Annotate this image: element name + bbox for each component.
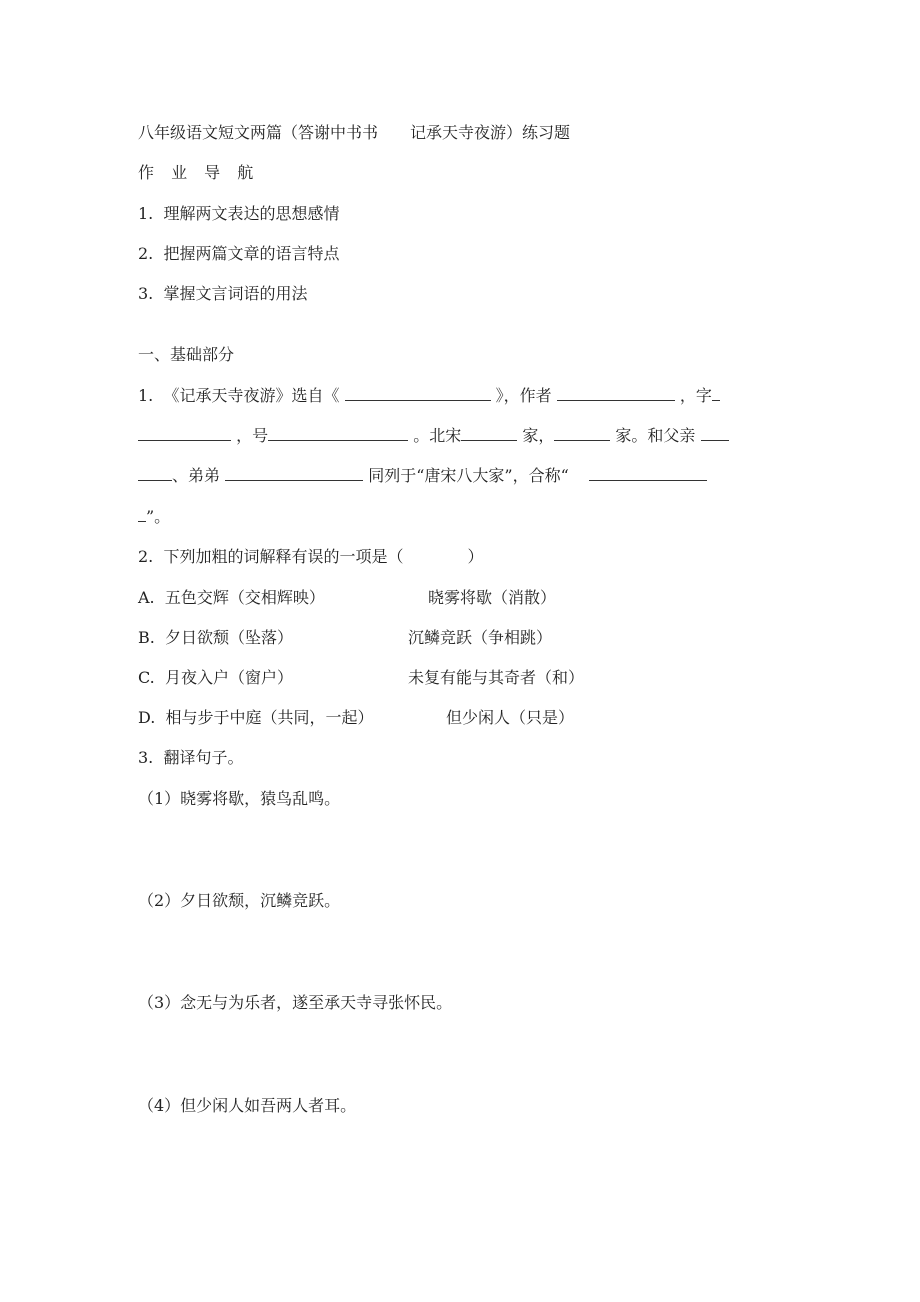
answer-blank[interactable] — [268, 425, 408, 441]
section-heading: 一、基础部分 — [138, 345, 235, 364]
answer-blank[interactable] — [554, 425, 610, 441]
option-row-c — [138, 667, 838, 689]
answer-blank[interactable] — [461, 425, 517, 441]
answer-blank[interactable] — [345, 385, 491, 401]
goal-text: 理解两文表达的思想感情 — [163, 204, 340, 223]
option-label: B. — [138, 628, 155, 647]
answer-blank[interactable] — [138, 425, 231, 441]
goal-item — [138, 203, 339, 225]
option-row-b — [138, 627, 838, 649]
translation-item: （2）夕日欲颓，沉鳞竞跃。 — [138, 891, 341, 910]
option-left: 月夜入户（窗户） — [164, 668, 293, 687]
question-1-line-3: 、弟弟 同列于“唐宋八大家”，合称“ — [138, 465, 707, 487]
option-label: A. — [138, 588, 155, 607]
option-right: 沉鳞竞跃（争相跳） — [408, 628, 553, 647]
option-left: 五色交辉（交相辉映） — [164, 588, 325, 607]
translation-item: （1）晓雾将歇，猿鸟乱鸣。 — [138, 789, 341, 808]
goal-number: 3. — [138, 284, 154, 303]
answer-blank[interactable] — [557, 385, 675, 401]
option-row-d — [138, 707, 838, 729]
option-left: 相与步于中庭（共同，一起） — [165, 708, 374, 727]
answer-blank[interactable] — [138, 465, 172, 481]
goal-number: 2. — [138, 244, 154, 263]
goal-number: 1. — [138, 204, 154, 223]
answer-blank[interactable] — [701, 425, 729, 441]
goal-item — [138, 243, 339, 265]
nav-heading: 作 业 导 航 — [138, 163, 260, 182]
option-right: 晓雾将歇（消散） — [428, 588, 557, 607]
option-right: 未复有能与其奇者（和） — [408, 668, 585, 687]
question-2-stem: 2. 下列加粗的词解释有误的一项是（ ） — [138, 547, 484, 566]
answer-blank[interactable] — [589, 465, 707, 481]
question-1-line-2: ，号 。北宋 家， 家。和父亲 — [138, 425, 729, 447]
answer-blank[interactable] — [138, 506, 146, 522]
option-label: D. — [138, 708, 156, 727]
goal-text: 掌握文言词语的用法 — [163, 284, 308, 303]
translation-item: （4）但少闲人如吾两人者耳。 — [138, 1096, 357, 1115]
goal-item — [138, 283, 307, 305]
option-right: 但少闲人（只是） — [446, 708, 575, 727]
question-1-line-4: ”。 — [138, 506, 170, 528]
answer-blank[interactable] — [712, 385, 720, 401]
answer-blank[interactable] — [225, 465, 363, 481]
question-3-stem: 3. 翻译句子。 — [138, 748, 244, 767]
translation-item: （3）念无与为乐者，遂至承天寺寻张怀民。 — [138, 993, 453, 1012]
document-title: 八年级语文短文两篇（答谢中书书 记承天寺夜游）练习题 — [138, 123, 571, 142]
goal-text: 把握两篇文章的语言特点 — [163, 244, 340, 263]
option-left: 夕日欲颓（坠落） — [165, 628, 294, 647]
option-label: C. — [138, 668, 155, 687]
option-row-a — [138, 587, 838, 609]
question-1-line-1: 1. 《记承天寺夜游》选自《 》，作者 ，字 — [138, 385, 720, 407]
